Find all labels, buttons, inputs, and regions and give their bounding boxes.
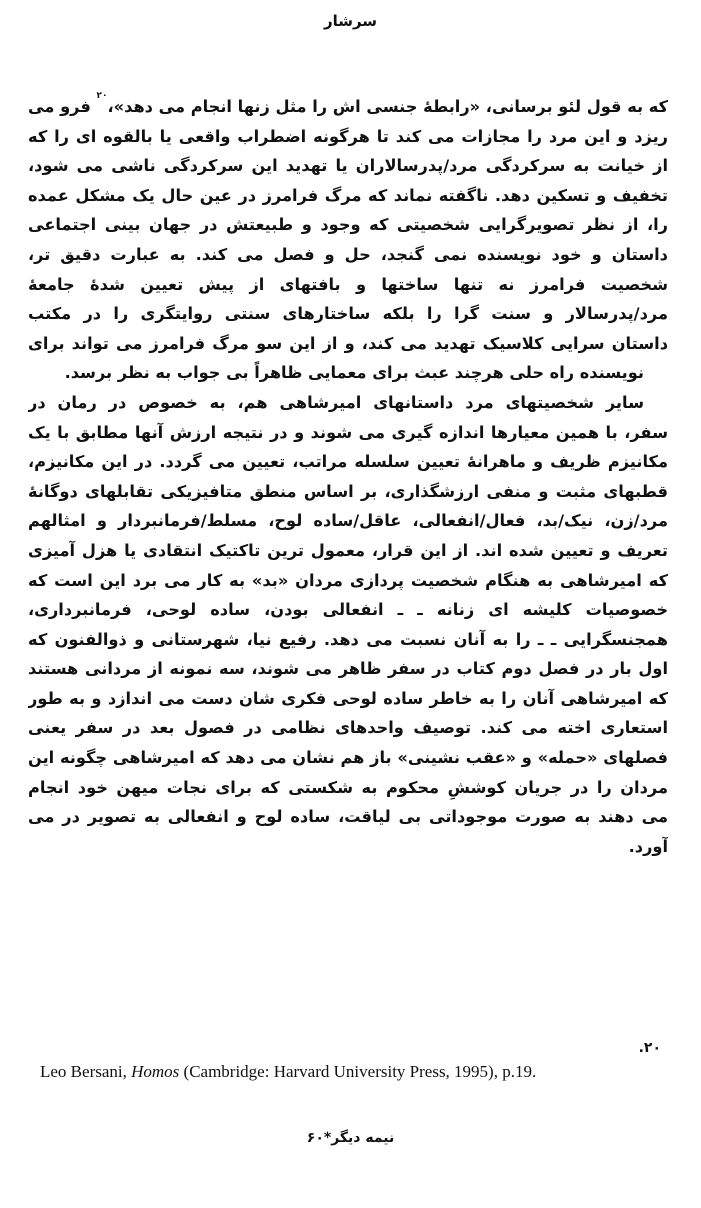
text-line: آورد. xyxy=(628,836,668,856)
text-line: شخصیت فرامرز نه تنها ساختها و بافتهای از پیش تعیین شدهٔ جامعهٔ xyxy=(28,274,668,294)
text-line: سفر، با همین معیارها اندازه گیری می شوند و در نتیجه ارزش آنها مطابق با یک xyxy=(28,422,668,442)
text-line: نویسنده راه حلی هرچند عبث برای معمایی ظاهراً بی جواب به نظر برسد. xyxy=(64,363,644,383)
text-line: که امیرشاهی آنان را به خاطر ساده لوحی فکری شان دست می اندازد و به طور xyxy=(28,688,668,708)
text-line: مرد/پدرسالار و سنت گرا را بلکه ساختارهای سنتی روایتگری را در مکتب xyxy=(28,304,668,324)
footnote-ref[interactable]: ۲۰ xyxy=(96,92,108,101)
text-line: اول بار در فصل دوم کتاب در سفر ظاهر می شوند، سه نمونه از مردانی هستند xyxy=(28,659,668,679)
body-text xyxy=(28,92,668,861)
text-line: از خیانت به سرکردگی مرد/پدرسالاران یا تهدید این سرکردگی ناشی می شود، xyxy=(28,156,668,176)
text-line: تعریف و تعیین شده اند. از این قرار، معمول ترین تاکتیک انتقادی یا هزل آمیزی xyxy=(28,540,668,560)
footnote-number: ۲۰. xyxy=(638,1040,661,1056)
text-line: خصوصیات کلیشه ای زنانه ـ ـ انفعالی بودن، ساده لوحی، فرمانبرداری، xyxy=(28,600,668,620)
footnote-author: Leo Bersani, xyxy=(40,1062,127,1081)
text-line: مکانیزم ظریف و ماهرانهٔ تعیین سلسله مراتب، تعیین می گردد. در این مکانیزم، xyxy=(28,452,668,472)
page-footer: نیمه دیگر*۶۰ xyxy=(306,1130,395,1146)
running-title: سرشار xyxy=(323,12,378,30)
text-line: مردان را در جریان کوششِ محکوم به شکستی که برای نجات میهن خود انجام xyxy=(28,777,668,797)
text-line: که امیرشاهی به هنگام شخصیت پردازی مردان «بد» به کار می برد این است که xyxy=(28,570,668,590)
footnote-citation xyxy=(40,1062,670,1082)
text-line: فصلهای «حمله» و «عقب نشینی» باز هم نشان می دهد که امیرشاهی چگونه این xyxy=(28,748,668,768)
text-span: که به قول لئو برسانی، «رابطهٔ جنسی اش را مثل زنها انجام می دهد»، xyxy=(107,97,668,116)
text-line: مرد/زن، نیک/بد، فعال/انفعالی، عاقل/ساده لوح، مسلط/فرمانبردار و امثالهم xyxy=(28,511,668,531)
footnote-publication: (Cambridge: Harvard University Press, 1995), p.19. xyxy=(183,1062,537,1081)
footnote-book-title: Homos xyxy=(131,1062,180,1081)
text-line: داستان سرایی کلاسیک تهدید می کند، و از این سو مرگ فرامرز می تواند برای xyxy=(28,333,668,353)
text-line xyxy=(28,92,668,122)
text-line: استعاری اخته می کند. توصیف واحدهای نظامی در فصول بعد در سفر یعنی xyxy=(28,718,668,738)
text-span: فرو می xyxy=(28,97,91,116)
text-line: داستان و خود نویسنده نمی گنجد، حل و فصل می کند. به عبارت دقیق تر، xyxy=(28,244,668,264)
text-line: تخفیف و تسکین دهد. ناگفته نماند که مرگ فرامرز در عین حال یک مشکل عمده xyxy=(28,185,668,205)
text-line: را، از نظر تصویرگرایی شخصیتی که وجود و طبیعتش در جهان بینی اجتماعی xyxy=(28,215,668,235)
text-line: سایر شخصیتهای مرد داستانهای امیرشاهی هم، به خصوص در رمان در xyxy=(28,392,644,412)
text-line: می دهند به صورت موجوداتی بی لیاقت، ساده لوح و انفعالی به تصویر در می xyxy=(28,807,668,827)
text-line: ریزد و این مرد را مجازات می کند تا هرگونه اضطراب واقعی یا بالقوه ای را که xyxy=(28,126,668,146)
text-line: همجنسگرایی ـ ـ را به آنان نسبت می دهد. رفیع نیا، شهرستانی و ذوالفنون که xyxy=(28,629,668,649)
text-line: قطبهای مثبت و منفی ارزشگذاری، بر اساس منطق متافیزیکی تقابلهای دوگانهٔ xyxy=(28,481,668,501)
